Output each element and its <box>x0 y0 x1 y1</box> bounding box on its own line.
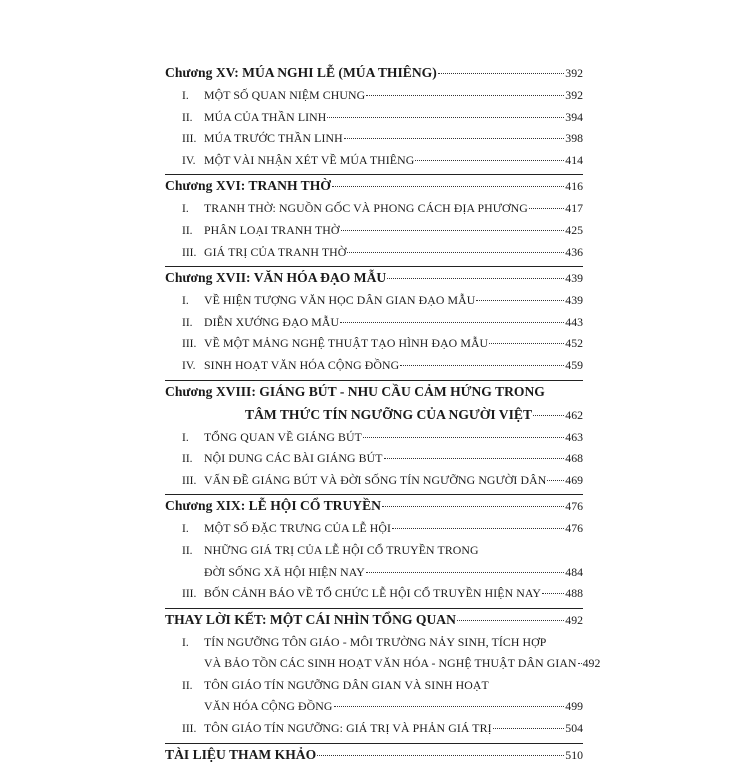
entry-title: TÔN GIÁO TÍN NGƯỠNG: GIÁ TRỊ VÀ PHẢN GIÁ TRỊ <box>204 721 492 736</box>
page-number: 414 <box>565 152 583 167</box>
entry-title: MÚA TRƯỚC THẦN LINH <box>204 131 343 146</box>
entry-number: I. <box>182 90 189 102</box>
dot-leader <box>493 728 565 729</box>
entry-title: TRANH THỜ: NGUỒN GỐC VÀ PHONG CÁCH ĐỊA PHƯƠNG <box>204 201 528 216</box>
entry-title-line2: VÀ BẢO TỒN CÁC SINH HOẠT VĂN HÓA - NGHỆ THUẬT DÂN GIAN <box>204 656 577 671</box>
toc-entry <box>165 88 583 110</box>
dot-leader <box>457 620 564 621</box>
toc-entry-continued <box>165 699 583 721</box>
entry-title: PHÂN LOẠI TRANH THỜ <box>204 222 340 237</box>
chapter-heading <box>165 65 583 88</box>
page-number: 416 <box>565 179 583 194</box>
page-number: 462 <box>565 407 583 422</box>
chapter-heading <box>165 747 583 770</box>
dot-leader <box>382 506 564 507</box>
toc-chapter-16 <box>165 174 583 266</box>
page-number: 476 <box>565 499 583 514</box>
toc-chapter-18 <box>165 380 583 495</box>
page-number: 392 <box>565 88 583 102</box>
entry-title: MỘT SỐ ĐẶC TRƯNG CỦA LỄ HỘI <box>204 521 392 536</box>
page-number: 484 <box>565 564 583 579</box>
toc-chapter-17 <box>165 266 583 379</box>
entry-number: III. <box>182 246 197 259</box>
table-of-contents <box>165 62 601 770</box>
page-number: 510 <box>565 747 583 762</box>
entry-title: GIÁ TRỊ CỦA TRANH THỜ <box>204 244 347 259</box>
chapter-title: TÀI LIỆU THAM KHẢO <box>165 746 317 762</box>
toc-entry <box>165 473 583 495</box>
toc-entry <box>165 110 583 132</box>
toc-entry <box>165 543 583 565</box>
dot-leader <box>387 278 564 279</box>
entry-title: SINH HOẠT VĂN HÓA CỘNG ĐỒNG <box>204 357 400 372</box>
toc-entry <box>165 336 583 358</box>
toc-entry-continued <box>165 565 583 587</box>
entry-number: II. <box>182 224 193 237</box>
toc-entry <box>165 153 583 175</box>
chapter-title: Chương XIX: LỄ HỘI CỔ TRUYỀN <box>165 498 381 514</box>
entry-number: III. <box>182 723 197 736</box>
dot-leader <box>476 300 564 301</box>
dot-leader <box>366 95 564 96</box>
page-number: 394 <box>565 109 583 124</box>
dot-leader <box>334 706 565 707</box>
chapter-title: Chương XVI: TRANH THỜ <box>165 178 331 194</box>
page-number: 425 <box>565 222 583 237</box>
page-number: 469 <box>565 472 583 487</box>
entry-title: NHỮNG GIÁ TRỊ CỦA LỄ HỘI CỔ TRUYỀN TRONG <box>204 542 479 557</box>
entry-title: VỀ HIỆN TƯỢNG VĂN HỌC DÂN GIAN ĐẠO MẪU <box>204 293 476 308</box>
dot-leader <box>344 138 565 139</box>
page-number: 476 <box>565 521 583 536</box>
toc-entry <box>165 223 583 245</box>
dot-leader <box>529 208 564 209</box>
entry-number: II. <box>182 544 193 557</box>
toc-entry-continued <box>165 656 601 678</box>
entry-number: II. <box>182 111 193 124</box>
entry-number: IV. <box>182 359 196 372</box>
toc-entry <box>165 131 583 153</box>
toc-entry <box>165 315 583 337</box>
toc-entry <box>165 521 583 543</box>
page-number: 499 <box>565 699 583 714</box>
toc-conclusion <box>165 608 601 743</box>
toc-entry <box>165 201 583 223</box>
toc-entry <box>165 635 583 657</box>
entry-number: I. <box>182 636 189 649</box>
entry-number: I. <box>182 523 189 536</box>
toc-entry <box>165 293 583 315</box>
entry-number: IV. <box>182 154 196 167</box>
page-number: 452 <box>565 336 583 351</box>
page-number: 492 <box>582 656 601 671</box>
page-number: 463 <box>565 429 583 444</box>
toc-entry <box>165 586 583 608</box>
entry-number: I. <box>182 295 189 308</box>
chapter-heading <box>165 178 583 201</box>
dot-leader <box>340 322 564 323</box>
toc-references <box>165 743 583 770</box>
page-number: 439 <box>565 293 583 308</box>
chapter-title: Chương XVIII: GIÁNG BÚT - NHU CẦU CẢM HỨNG TRONG <box>165 383 545 399</box>
page-number: 392 <box>565 66 583 80</box>
entry-title: BỐN CẢNH BÁO VỀ TỔ CHỨC LỄ HỘI CỔ TRUYỀN HIỆN NAY <box>204 586 542 601</box>
chapter-heading <box>165 498 583 521</box>
entry-title: TÔN GIÁO TÍN NGƯỠNG DÂN GIAN VÀ SINH HOẠT <box>204 677 489 692</box>
entry-number: II. <box>182 453 193 466</box>
toc-entry <box>165 245 583 267</box>
entry-title-line2: ĐỜI SỐNG XÃ HỘI HIỆN NAY <box>204 564 365 579</box>
toc-entry <box>165 721 583 743</box>
chapter-title: THAY LỜI KẾT: MỘT CÁI NHÌN TỔNG QUAN <box>165 611 456 627</box>
page-number: 417 <box>565 201 583 216</box>
dot-leader <box>547 480 564 481</box>
entry-title: MỘT VÀI NHẬN XÉT VỀ MÚA THIÊNG <box>204 152 415 167</box>
page-number: 439 <box>565 271 583 286</box>
entry-number: III. <box>182 474 197 487</box>
entry-number: III. <box>182 588 197 601</box>
dot-leader <box>578 663 582 664</box>
page-number: 443 <box>565 314 583 329</box>
toc-entry <box>165 678 583 700</box>
entry-title: VẤN ĐỀ GIÁNG BÚT VÀ ĐỜI SỐNG TÍN NGƯỠNG NGƯỜI DÂN <box>204 472 547 487</box>
dot-leader <box>347 252 564 253</box>
page-number: 504 <box>565 721 583 736</box>
dot-leader <box>400 365 564 366</box>
toc-entry <box>165 451 583 473</box>
dot-leader <box>489 343 564 344</box>
dot-leader <box>363 437 564 438</box>
chapter-heading-continued <box>165 407 583 430</box>
dot-leader <box>317 755 564 756</box>
entry-number: II. <box>182 316 193 329</box>
page-number: 488 <box>565 586 583 601</box>
chapter-heading <box>165 612 583 635</box>
dot-leader <box>332 186 564 187</box>
entry-title: VỀ MỘT MẢNG NGHỆ THUẬT TẠO HÌNH ĐẠO MẪU <box>204 336 489 351</box>
dot-leader <box>438 73 565 74</box>
page-number: 492 <box>565 612 583 627</box>
page-number: 468 <box>565 451 583 466</box>
chapter-title: Chương XVII: VĂN HÓA ĐẠO MẪU <box>165 270 387 286</box>
dot-leader <box>542 593 564 594</box>
dot-leader <box>327 117 564 118</box>
entry-number: III. <box>182 133 197 146</box>
toc-chapter-15 <box>165 62 583 174</box>
toc-chapter-19 <box>165 494 583 607</box>
entry-title: MÚA CỦA THẦN LINH <box>204 109 327 124</box>
entry-title: MỘT SỐ QUAN NIỆM CHUNG <box>204 88 366 102</box>
page-number: 398 <box>565 131 583 146</box>
dot-leader <box>384 458 565 459</box>
entry-title: TỔNG QUAN VỀ GIÁNG BÚT <box>204 429 362 444</box>
toc-entry <box>165 430 583 452</box>
dot-leader <box>533 415 564 416</box>
entry-number: II. <box>182 679 193 692</box>
entry-title: NỘI DUNG CÁC BÀI GIÁNG BÚT <box>204 451 383 466</box>
entry-number: I. <box>182 431 189 444</box>
entry-number: I. <box>182 203 189 216</box>
entry-title: DIỄN XƯỚNG ĐẠO MẪU <box>204 314 340 329</box>
toc-entry <box>165 358 583 380</box>
dot-leader <box>341 230 565 231</box>
chapter-heading <box>165 270 583 293</box>
dot-leader <box>366 572 564 573</box>
entry-number: III. <box>182 338 197 351</box>
page-number: 436 <box>565 244 583 259</box>
entry-title-line2: VĂN HÓA CỘNG ĐỒNG <box>204 699 333 714</box>
chapter-heading <box>165 384 583 407</box>
chapter-title-line2: TÂM THỨC TÍN NGƯỠNG CỦA NGƯỜI VIỆT <box>245 406 533 422</box>
dot-leader <box>392 528 564 529</box>
entry-title: TÍN NGƯỠNG TÔN GIÁO - MÔI TRƯỜNG NẢY SINH, TÍCH HỢP <box>204 634 547 649</box>
dot-leader <box>415 160 564 161</box>
page-number: 459 <box>565 357 583 372</box>
chapter-title: Chương XV: MÚA NGHI LỄ (MÚA THIÊNG) <box>165 65 437 80</box>
